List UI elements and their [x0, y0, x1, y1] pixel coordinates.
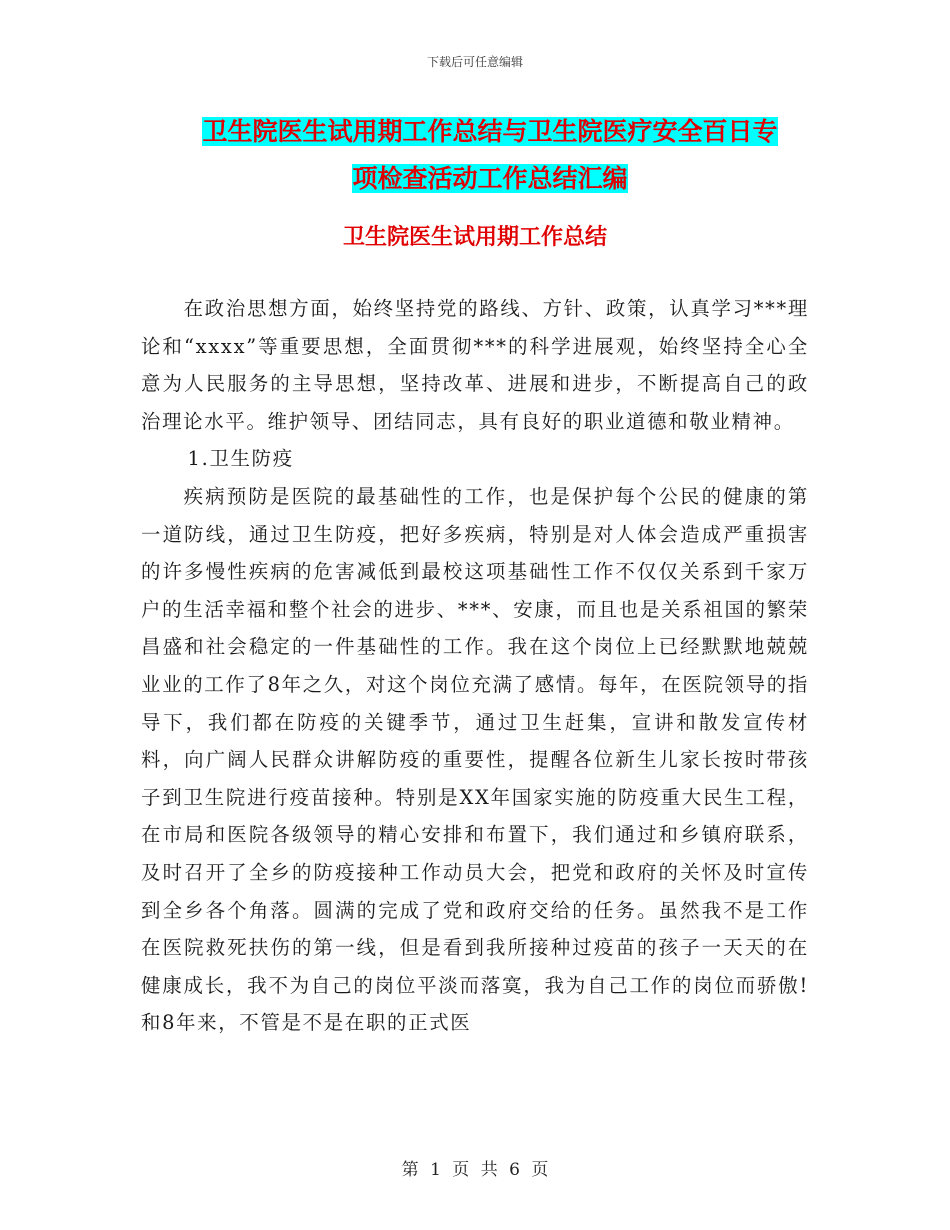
header-note: 下载后可任意编辑: [426, 55, 523, 69]
subheading: 1.卫生防疫: [187, 447, 294, 471]
body-text: [141, 290, 809, 1042]
section-title: 卫生院医生试用期工作总结: [342, 225, 607, 250]
paragraph: 疾病预防是医院的最基础性的工作，也是保护每个公民的健康的第一道防线，通过卫生防疫，把好多疾病，特别是对人体会造成严重损害的许多慢性疾病的危害减低到最校这项基础性工作不仅仅关系到千家万户的生活幸福和整个社会的进步、***、安康，而且也是关系祖国的繁荣昌盛和社会稳定的一件基础性的工作。我在这个岗位上已经默默地兢兢业业的工作了8年之久，对这个岗位充满了感情。每年，在医院领导的指导下，我们都在防疫的关键季节，通过卫生赶集，宣讲和散发宣传材料，向广阔人民群众讲解防疫的重要性，提醒各位新生儿家长按时带孩子到卫生院进行疫苗接种。特别是XX年国家实施的防疫重大民生工程，在市局和医院各级领导的精心安排和布置下，我们通过和乡镇府联系，及时召开了全乡的防疫接种工作动员大会，把党和政府的关怀及时宣传到全乡各个角落。圆满的完成了党和政府交给的任务。虽然我不是工作在医院救死扶伤的第一线，但是看到我所接种过疫苗的孩子一天天的在健康成长，我不为自己的岗位平淡而落寞，我为自己工作的岗位而骄傲!和8年来，不管是不是在职的正式医: [141, 484, 809, 1035]
paragraph: 在政治思想方面，始终坚持党的路线、方针、政策，认真学习***理论和“xxxx”等重要思想，全面贯彻***的科学进展观，始终坚持全心全意为人民服务的主导思想，坚持改革、进展和进步，不断提高自己的政治理论水平。维护领导、团结同志，具有良好的职业道德和敬业精神。: [141, 297, 809, 433]
page-footer: 第 1 页 共 6 页: [401, 1160, 549, 1180]
document-title-line-2: 项检查活动工作总结汇编: [352, 164, 628, 193]
document-title: [130, 108, 850, 202]
document-title-line-1: 卫生院医生试用期工作总结与卫生院医疗安全百日专: [202, 117, 778, 146]
